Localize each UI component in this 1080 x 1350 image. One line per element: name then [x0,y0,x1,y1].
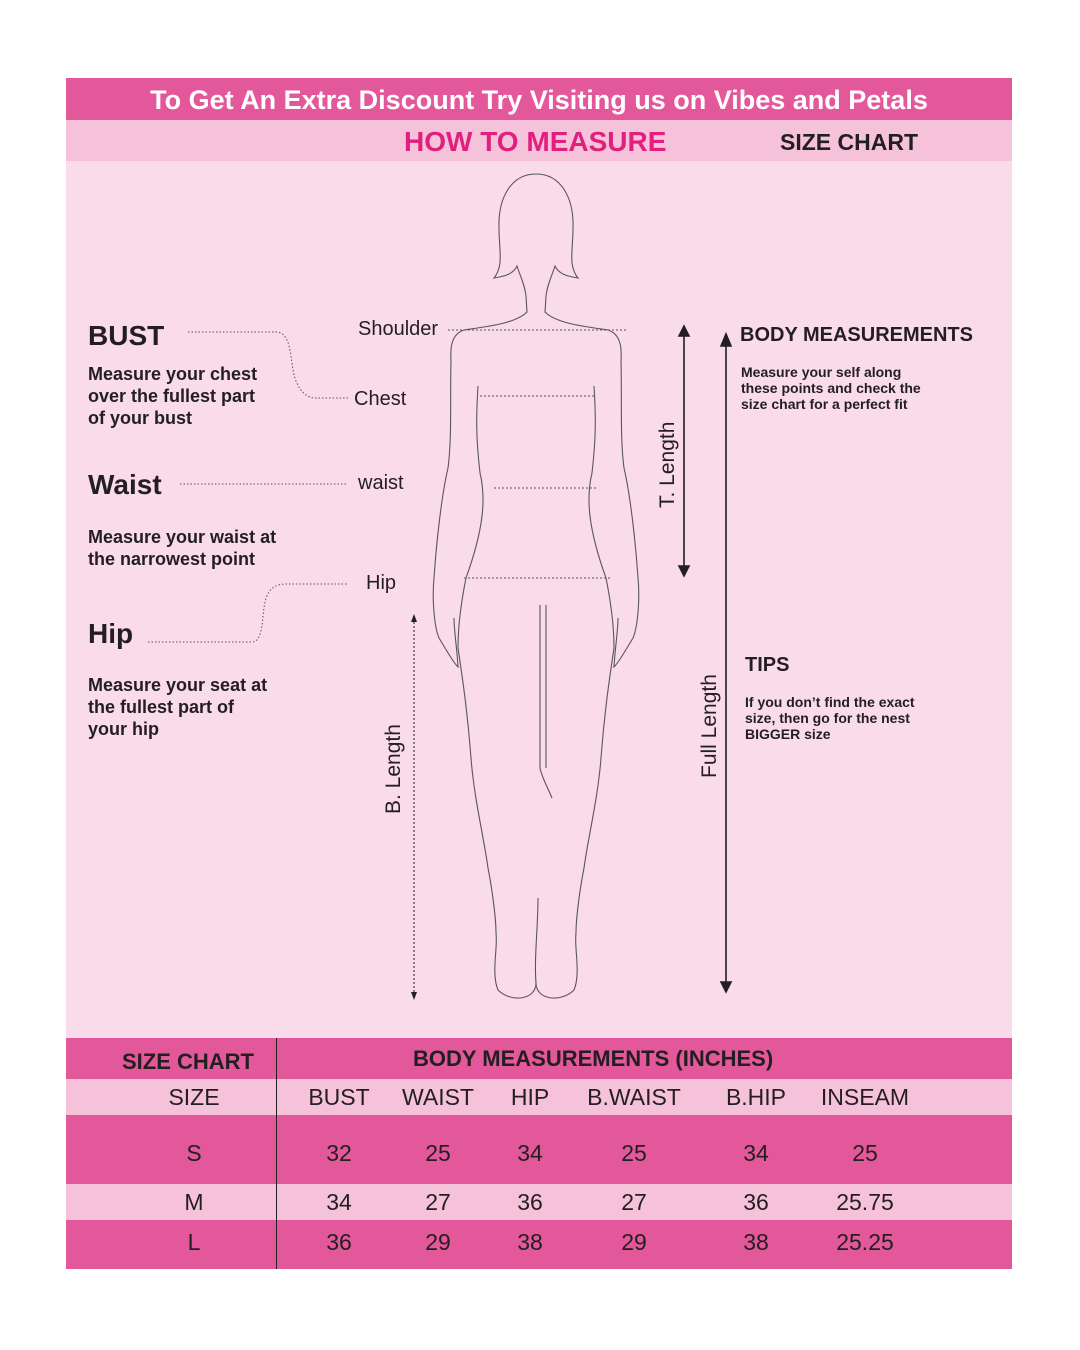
table-row [66,1115,1012,1184]
col-header-bust: BUST [308,1084,370,1110]
table-divider [276,1038,277,1269]
waist-heading: Waist [88,469,162,500]
table-title-right: BODY MEASUREMENTS (INCHES) [413,1046,774,1071]
table-header-row [66,1079,1012,1115]
table-cell: 38 [743,1229,769,1255]
size-chart-table [66,1038,1012,1269]
table-cell: 25 [852,1140,878,1166]
waist-description: Measure your waist at the narrowest point [88,527,277,569]
table-cell: S [186,1140,202,1166]
col-header-hip: HIP [510,1084,550,1110]
table-cell: 32 [326,1140,352,1166]
chest-label: Chest [354,388,407,410]
waist-label: waist [358,472,404,494]
discount-banner: To Get An Extra Discount Try Visiting us on Vibes and Petals [66,78,1012,120]
table-row [66,1220,1012,1269]
table-cell: 38 [517,1229,543,1255]
hip-description: Measure your seat at the fullest part of your hip [88,675,268,739]
table-cell: 25 [621,1140,647,1166]
table-title-left: SIZE CHART [122,1049,254,1074]
table-cell: 29 [621,1229,647,1255]
size-chart-title: SIZE CHART [780,129,918,155]
table-cell: 25.75 [836,1189,894,1215]
table-cell: 27 [425,1189,451,1215]
table-cell: 34 [517,1140,543,1166]
table-row [66,1184,1012,1220]
b-length-label: B. Length [382,724,405,814]
table-cell: 34 [326,1189,352,1215]
col-header-b-hip: B.HIP [725,1084,787,1110]
bust-heading: BUST [88,320,165,351]
col-header-b-waist: B.WAIST [587,1084,681,1110]
table-cell: 34 [743,1140,769,1166]
table-cell: 27 [621,1189,647,1215]
table-cell: 25 [425,1140,451,1166]
table-cell: L [187,1229,201,1255]
col-header-size: SIZE [168,1084,220,1110]
measurement-figure-area [66,78,1012,1038]
table-cell: 36 [743,1189,769,1215]
tips-heading: TIPS [745,654,790,676]
table-cell: 36 [517,1189,543,1215]
shoulder-label: Shoulder [358,318,439,340]
t-length-label: T. Length [656,421,679,508]
col-header-inseam: INSEAM [820,1084,910,1110]
bust-description: Measure your chest over the fullest part of your bust [88,364,258,428]
tips-description: If you don’t find the exact size, then go for the nest BIGGER size [745,694,915,742]
col-header-waist: WAIST [402,1084,474,1110]
table-cell: 25.25 [836,1229,894,1255]
how-to-measure-title: HOW TO MEASURE [404,126,667,157]
hip-heading: Hip [88,618,134,649]
size-chart-sheet [66,78,1012,1269]
full-length-label: Full Length [698,674,721,778]
table-cell: 36 [326,1229,352,1255]
table-cell: M [184,1189,204,1215]
table-title-row [66,1038,1012,1079]
table-cell: 29 [425,1229,451,1255]
body-measurements-heading: BODY MEASUREMENTS [740,324,973,346]
body-measurements-description: Measure your self along these points and check the size chart for a perfect fit [741,364,921,412]
hip-label: Hip [366,572,397,594]
